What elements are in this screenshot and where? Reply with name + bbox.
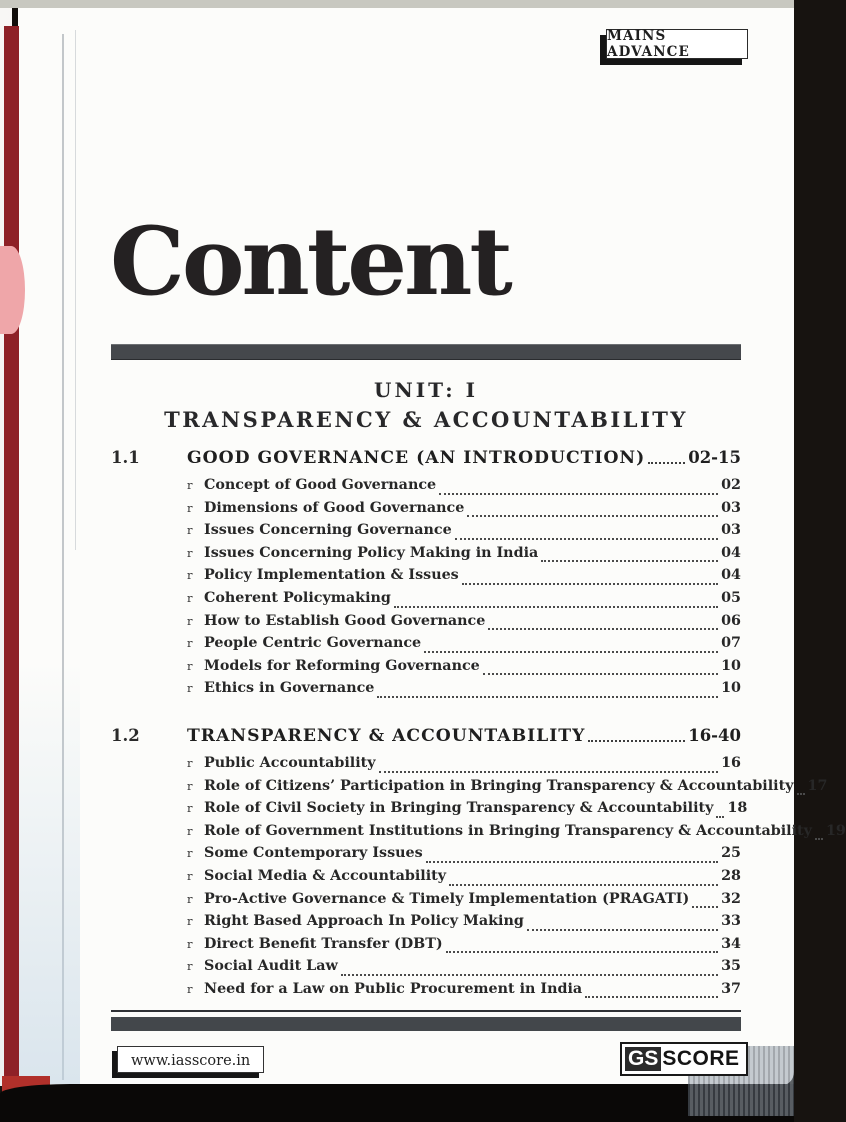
toc-item-label: Models for Reforming Governance	[204, 657, 480, 674]
toc-section	[111, 446, 741, 703]
dot-leader	[379, 771, 719, 773]
dot-leader	[815, 838, 823, 840]
dot-leader	[394, 606, 718, 608]
toc-item-page: 33	[721, 913, 741, 930]
toc-item-label: Social Audit Law	[204, 958, 338, 975]
bullet-icon: r	[187, 959, 193, 974]
toc-item-label: Some Contemporary Issues	[204, 845, 423, 862]
page-edge-tint	[18, 660, 80, 1084]
toc-item	[111, 500, 741, 523]
title-rule	[111, 344, 741, 360]
toc-item	[111, 477, 741, 500]
toc-item	[111, 845, 741, 868]
toc-item	[111, 680, 741, 703]
bullet-icon: r	[187, 478, 193, 492]
photo-bottom-shadow	[0, 1084, 794, 1122]
bullet-icon: r	[187, 681, 193, 696]
toc-item-label: Role of Citizens’ Participation in Bringing Transparency & Accountability	[204, 777, 794, 794]
mains-advance-badge	[606, 29, 748, 59]
section-pages: 02-15	[688, 448, 741, 467]
toc-item	[111, 822, 846, 846]
dot-leader	[467, 515, 718, 517]
dot-leader	[797, 793, 805, 795]
unit-heading	[111, 378, 741, 432]
gsscore-logo-score: SCORE	[662, 1047, 740, 1070]
unit-title: TRANSPARENCY & ACCOUNTABILITY	[164, 407, 688, 432]
toc-item-label: Public Accountability	[204, 754, 376, 771]
dot-leader	[462, 583, 718, 585]
toc-item	[111, 777, 828, 801]
toc-item-label: Social Media & Accountability	[204, 867, 447, 884]
toc-item	[111, 522, 741, 545]
toc-item-page: 34	[721, 935, 741, 952]
toc-item-label: Pro-Active Governance & Timely Implementation (PRAGATI)	[204, 890, 690, 907]
toc-item-label: Right Based Approach In Policy Making	[204, 913, 524, 930]
dot-leader	[648, 462, 685, 464]
toc-item-page: 06	[721, 612, 741, 629]
bullet-icon: r	[187, 636, 193, 651]
toc-item	[111, 800, 748, 823]
footer-thick-rule	[111, 1017, 741, 1031]
unit-number: UNIT: I	[374, 378, 478, 402]
photo-top-strip	[0, 0, 794, 8]
toc-item-page: 07	[721, 635, 741, 652]
toc-item-label: Role of Civil Society in Bringing Transparency & Accountability	[204, 800, 714, 817]
website-box	[117, 1046, 264, 1073]
bullet-icon: r	[187, 500, 193, 515]
toc-item	[111, 755, 741, 778]
section-pages: 16-40	[688, 725, 741, 745]
dot-leader	[424, 651, 718, 653]
section-heading	[111, 446, 741, 470]
section-title: GOOD GOVERNANCE (AN INTRODUCTION)	[187, 448, 646, 468]
toc-item-label: Issues Concerning Policy Making in India	[204, 544, 539, 561]
toc-item-page: 35	[721, 958, 741, 975]
toc-item-page: 05	[721, 589, 741, 606]
toc-item-label: Need for a Law on Public Procurement in India	[204, 980, 583, 997]
toc-item	[111, 891, 741, 914]
toc-item-page: 03	[721, 522, 741, 539]
toc-item	[111, 981, 741, 1004]
website-url: www.iasscore.in	[131, 1053, 251, 1069]
toc-item-page: 03	[721, 499, 741, 516]
toc-item-page: 10	[721, 680, 741, 697]
toc-item	[111, 567, 741, 590]
toc-item	[111, 868, 741, 891]
bullet-icon: r	[187, 914, 193, 929]
book-cover-edge	[4, 26, 19, 1080]
toc-item-label: Dimensions of Good Governance	[204, 499, 465, 516]
toc-item	[111, 545, 741, 568]
toc-item-label: People Centric Governance	[204, 635, 422, 652]
bullet-icon: r	[187, 846, 193, 861]
bullet-icon: r	[187, 936, 193, 951]
toc-item-page: 18	[727, 800, 748, 817]
bullet-icon: r	[187, 523, 193, 538]
toc-item-page: 17	[807, 777, 828, 794]
dot-leader	[449, 884, 718, 886]
dot-leader	[439, 493, 718, 495]
toc-item-page: 28	[721, 867, 741, 884]
dot-leader	[527, 929, 718, 931]
bullet-icon: r	[187, 778, 193, 793]
page-edge-line	[75, 30, 76, 550]
toc-item-page: 04	[721, 567, 741, 584]
section-number: 1.2	[111, 725, 140, 745]
bullet-icon: r	[187, 658, 193, 673]
bullet-icon: r	[187, 613, 193, 628]
toc-item-page: 25	[721, 845, 741, 862]
toc-item-label: Issues Concerning Governance	[204, 522, 452, 539]
toc-section	[111, 724, 846, 1004]
bullet-icon: r	[187, 981, 193, 996]
toc-item	[111, 590, 741, 613]
toc-item-page: 02	[721, 477, 741, 493]
toc-item-page: 10	[721, 657, 741, 674]
toc-item	[111, 635, 741, 658]
section-items	[111, 754, 846, 1004]
bullet-icon: r	[187, 590, 193, 605]
toc-item-page: 16	[721, 754, 741, 771]
dot-leader	[692, 906, 718, 908]
section-number: 1.1	[111, 448, 140, 467]
toc-item-page: 04	[721, 544, 741, 561]
dot-leader	[341, 974, 718, 976]
toc-item-label: Coherent Policymaking	[204, 589, 391, 606]
toc-item	[111, 613, 741, 636]
toc-item-label: Ethics in Governance	[204, 680, 375, 697]
toc-item	[111, 958, 741, 981]
toc-item-label: How to Establish Good Governance	[204, 612, 486, 629]
toc-item	[111, 913, 741, 936]
dot-leader	[377, 696, 718, 698]
dot-leader	[446, 951, 718, 953]
bullet-icon: r	[187, 868, 193, 883]
footer-thin-rule	[111, 1010, 741, 1012]
dot-leader	[585, 996, 718, 998]
gsscore-logo-gs: GS	[625, 1047, 661, 1071]
toc-item-label: Concept of Good Governance	[204, 477, 437, 493]
dot-leader	[716, 816, 724, 818]
dot-leader	[541, 560, 718, 562]
dot-leader	[488, 628, 718, 630]
dot-leader	[483, 673, 718, 675]
page-title: Content	[110, 207, 510, 317]
section-heading	[111, 724, 741, 748]
bullet-icon: r	[187, 891, 193, 906]
section-items	[111, 477, 741, 703]
toc-item-label: Role of Government Institutions in Bringing Transparency & Accountability	[204, 822, 812, 839]
toc-item-page: 37	[721, 980, 741, 997]
bullet-icon: r	[187, 545, 193, 560]
toc-item-page: 32	[721, 890, 741, 907]
gsscore-logo	[620, 1042, 748, 1076]
toc-item	[111, 658, 741, 681]
dot-leader	[588, 740, 685, 742]
bullet-icon: r	[187, 801, 193, 816]
toc-item-label: Direct Benefit Transfer (DBT)	[204, 935, 443, 952]
dot-leader	[426, 861, 718, 863]
mains-advance-badge-label: MAINS ADVANCE	[607, 28, 690, 60]
section-title: TRANSPARENCY & ACCOUNTABILITY	[187, 725, 586, 746]
toc-sections	[111, 446, 846, 1024]
toc-item-label: Policy Implementation & Issues	[204, 567, 459, 584]
toc-item-page: 19	[825, 822, 846, 839]
bullet-icon: r	[187, 755, 193, 770]
dot-leader	[455, 538, 718, 540]
bullet-icon: r	[187, 823, 193, 838]
toc-item	[111, 936, 741, 959]
bullet-icon: r	[187, 568, 193, 583]
